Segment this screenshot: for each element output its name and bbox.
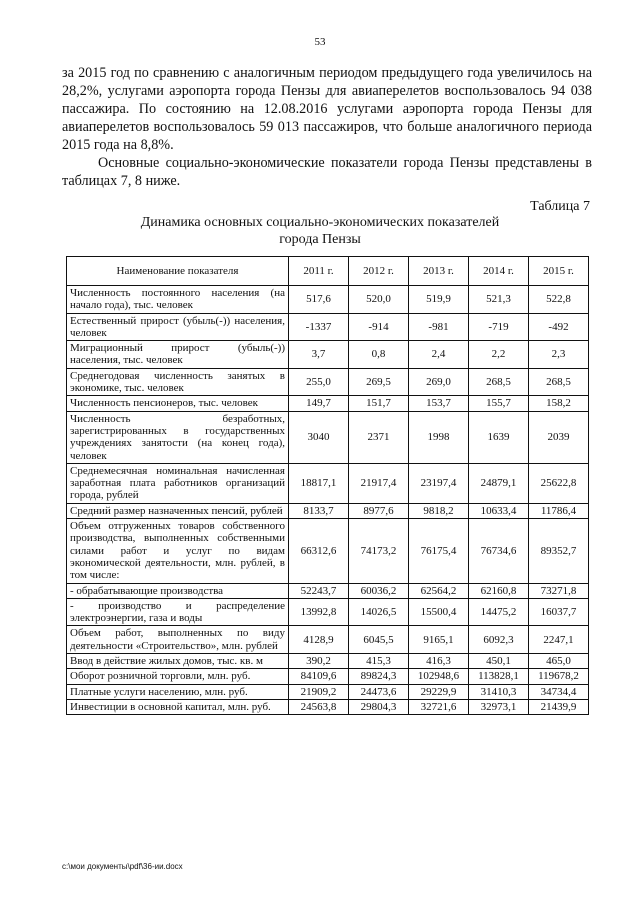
indicator-name-cell: Ввод в действие жилых домов, тыс. кв. м: [67, 654, 289, 669]
value-cell-2013: -981: [409, 313, 469, 341]
indicator-name-cell: Средний размер назначенных пенсий, рублей: [67, 503, 289, 518]
header-year-2015: 2015 г.: [529, 257, 589, 286]
indicator-name-cell: Среднегодовая численность занятых в экономике, тыс. человек: [67, 368, 289, 396]
value-cell-2012: 415,3: [349, 654, 409, 669]
table-row: [67, 684, 589, 699]
value-cell-2013: 76175,4: [409, 519, 469, 583]
value-cell-2012: 6045,5: [349, 626, 409, 654]
value-cell-2013: 153,7: [409, 396, 469, 411]
value-cell-2014: 268,5: [469, 368, 529, 396]
value-cell-2014: 10633,4: [469, 503, 529, 518]
indicator-name-cell: Численность пенсионеров, тыс. человек: [67, 396, 289, 411]
page-number: 53: [314, 36, 326, 48]
table-row: [67, 396, 589, 411]
value-cell-2015: 11786,4: [529, 503, 589, 518]
value-cell-2011: 8133,7: [289, 503, 349, 518]
table-title: [0, 214, 640, 248]
value-cell-2011: 84109,6: [289, 669, 349, 684]
value-cell-2012: 24473,6: [349, 684, 409, 699]
paragraph-2: Основные социально-экономические показатели города Пензы представлены в таблицах 7, 8 ниже.: [62, 155, 592, 189]
value-cell-2015: 522,8: [529, 286, 589, 314]
indicator-name-cell: Платные услуги населению, млн. руб.: [67, 684, 289, 699]
value-cell-2012: 14026,5: [349, 598, 409, 626]
value-cell-2015: 21439,9: [529, 699, 589, 714]
value-cell-2013: 269,0: [409, 368, 469, 396]
value-cell-2013: 519,9: [409, 286, 469, 314]
table-row: [67, 313, 589, 341]
value-cell-2015: 89352,7: [529, 519, 589, 583]
value-cell-2012: 8977,6: [349, 503, 409, 518]
value-cell-2014: 155,7: [469, 396, 529, 411]
value-cell-2013: 9818,2: [409, 503, 469, 518]
value-cell-2015: 158,2: [529, 396, 589, 411]
value-cell-2011: 3,7: [289, 341, 349, 369]
value-cell-2015: 25622,8: [529, 463, 589, 503]
value-cell-2012: 89824,3: [349, 669, 409, 684]
value-cell-2015: 2247,1: [529, 626, 589, 654]
table-label: Таблица 7: [530, 199, 590, 214]
table-row: [67, 654, 589, 669]
indicator-name-cell: Миграционный прирост (убыль(-)) населения, тыс. человек: [67, 341, 289, 369]
value-cell-2011: 390,2: [289, 654, 349, 669]
value-cell-2014: 450,1: [469, 654, 529, 669]
value-cell-2015: 465,0: [529, 654, 589, 669]
value-cell-2012: 0,8: [349, 341, 409, 369]
value-cell-2013: 2,4: [409, 341, 469, 369]
value-cell-2015: -492: [529, 313, 589, 341]
value-cell-2015: 2039: [529, 411, 589, 463]
value-cell-2015: 268,5: [529, 368, 589, 396]
value-cell-2014: 521,3: [469, 286, 529, 314]
value-cell-2011: 13992,8: [289, 598, 349, 626]
table-title-line-2: города Пензы: [279, 232, 361, 247]
value-cell-2011: 24563,8: [289, 699, 349, 714]
value-cell-2014: 1639: [469, 411, 529, 463]
indicator-name-cell: Численность безработных, зарегистрированных в государственных учреждениях занятости (на конец года), человек: [67, 411, 289, 463]
table-row: [67, 583, 589, 598]
value-cell-2012: 29804,3: [349, 699, 409, 714]
body-text: [62, 64, 592, 190]
value-cell-2012: 74173,2: [349, 519, 409, 583]
header-year-2013: 2013 г.: [409, 257, 469, 286]
value-cell-2014: 32973,1: [469, 699, 529, 714]
value-cell-2013: 1998: [409, 411, 469, 463]
value-cell-2011: 66312,6: [289, 519, 349, 583]
value-cell-2011: 149,7: [289, 396, 349, 411]
table-row: [67, 669, 589, 684]
value-cell-2012: 151,7: [349, 396, 409, 411]
value-cell-2014: 24879,1: [469, 463, 529, 503]
value-cell-2011: 52243,7: [289, 583, 349, 598]
value-cell-2014: 113828,1: [469, 669, 529, 684]
indicator-name-cell: - обрабатывающие производства: [67, 583, 289, 598]
header-year-2012: 2012 г.: [349, 257, 409, 286]
value-cell-2012: 21917,4: [349, 463, 409, 503]
table-row: [67, 463, 589, 503]
header-indicator-name: Наименование показателя: [67, 257, 289, 286]
value-cell-2014: 2,2: [469, 341, 529, 369]
indicator-name-cell: Численность постоянного населения (на начало года), тыс. человек: [67, 286, 289, 314]
header-year-2011: 2011 г.: [289, 257, 349, 286]
value-cell-2014: 14475,2: [469, 598, 529, 626]
indicator-name-cell: Оборот розничной торговли, млн. руб.: [67, 669, 289, 684]
indicator-name-cell: Объем отгруженных товаров собственного производства, выполненных собственными силами работ и услуг по видам экономической деятельности, млн. рублей, в том числе:: [67, 519, 289, 583]
value-cell-2012: 269,5: [349, 368, 409, 396]
value-cell-2011: 255,0: [289, 368, 349, 396]
indicator-name-cell: - производство и распределение электроэнергии, газа и воды: [67, 598, 289, 626]
value-cell-2013: 29229,9: [409, 684, 469, 699]
table-row: [67, 368, 589, 396]
indicators-table: [66, 256, 589, 715]
value-cell-2013: 102948,6: [409, 669, 469, 684]
table-row: [67, 699, 589, 714]
value-cell-2011: 21909,2: [289, 684, 349, 699]
value-cell-2012: -914: [349, 313, 409, 341]
indicator-name-cell: Естественный прирост (убыль(-)) населения, человек: [67, 313, 289, 341]
value-cell-2014: -719: [469, 313, 529, 341]
table-row: [67, 341, 589, 369]
value-cell-2012: 520,0: [349, 286, 409, 314]
table-row: [67, 411, 589, 463]
value-cell-2013: 62564,2: [409, 583, 469, 598]
table-title-line-1: Динамика основных социально-экономических показателей: [140, 215, 500, 230]
value-cell-2013: 15500,4: [409, 598, 469, 626]
value-cell-2015: 34734,4: [529, 684, 589, 699]
table-row: [67, 598, 589, 626]
value-cell-2013: 9165,1: [409, 626, 469, 654]
value-cell-2015: 73271,8: [529, 583, 589, 598]
value-cell-2013: 23197,4: [409, 463, 469, 503]
table-header-row: [67, 257, 589, 286]
value-cell-2011: -1337: [289, 313, 349, 341]
value-cell-2015: 119678,2: [529, 669, 589, 684]
indicator-name-cell: Среднемесячная номинальная начисленная заработная плата работников организаций города, рублей: [67, 463, 289, 503]
paragraph-1: за 2015 год по сравнению с аналогичным периодом предыдущего года увеличилось на 28,2%, услугами аэропорта города Пензы для авиаперелетов воспользовалось 94 038 пассажира. По состоянию на 12.08.2016 услугами аэропорта города Пензы для авиаперелетов воспользовалось 59 013 пассажиров, что больше аналогичного периода 2015 года на 8,8%.: [62, 65, 592, 153]
value-cell-2014: 31410,3: [469, 684, 529, 699]
value-cell-2015: 2,3: [529, 341, 589, 369]
header-year-2014: 2014 г.: [469, 257, 529, 286]
value-cell-2011: 517,6: [289, 286, 349, 314]
value-cell-2012: 2371: [349, 411, 409, 463]
value-cell-2015: 16037,7: [529, 598, 589, 626]
value-cell-2011: 18817,1: [289, 463, 349, 503]
file-path-footer: c:\мои документы\pdf\36-ии.docx: [62, 862, 183, 871]
table-row: [67, 626, 589, 654]
value-cell-2014: 76734,6: [469, 519, 529, 583]
value-cell-2013: 416,3: [409, 654, 469, 669]
value-cell-2014: 62160,8: [469, 583, 529, 598]
value-cell-2011: 4128,9: [289, 626, 349, 654]
table-row: [67, 286, 589, 314]
table-row: [67, 503, 589, 518]
indicator-name-cell: Объем работ, выполненных по виду деятельности «Строительство», млн. рублей: [67, 626, 289, 654]
value-cell-2012: 60036,2: [349, 583, 409, 598]
value-cell-2013: 32721,6: [409, 699, 469, 714]
indicator-name-cell: Инвестиции в основной капитал, млн. руб.: [67, 699, 289, 714]
value-cell-2011: 3040: [289, 411, 349, 463]
table-row: [67, 519, 589, 583]
value-cell-2014: 6092,3: [469, 626, 529, 654]
